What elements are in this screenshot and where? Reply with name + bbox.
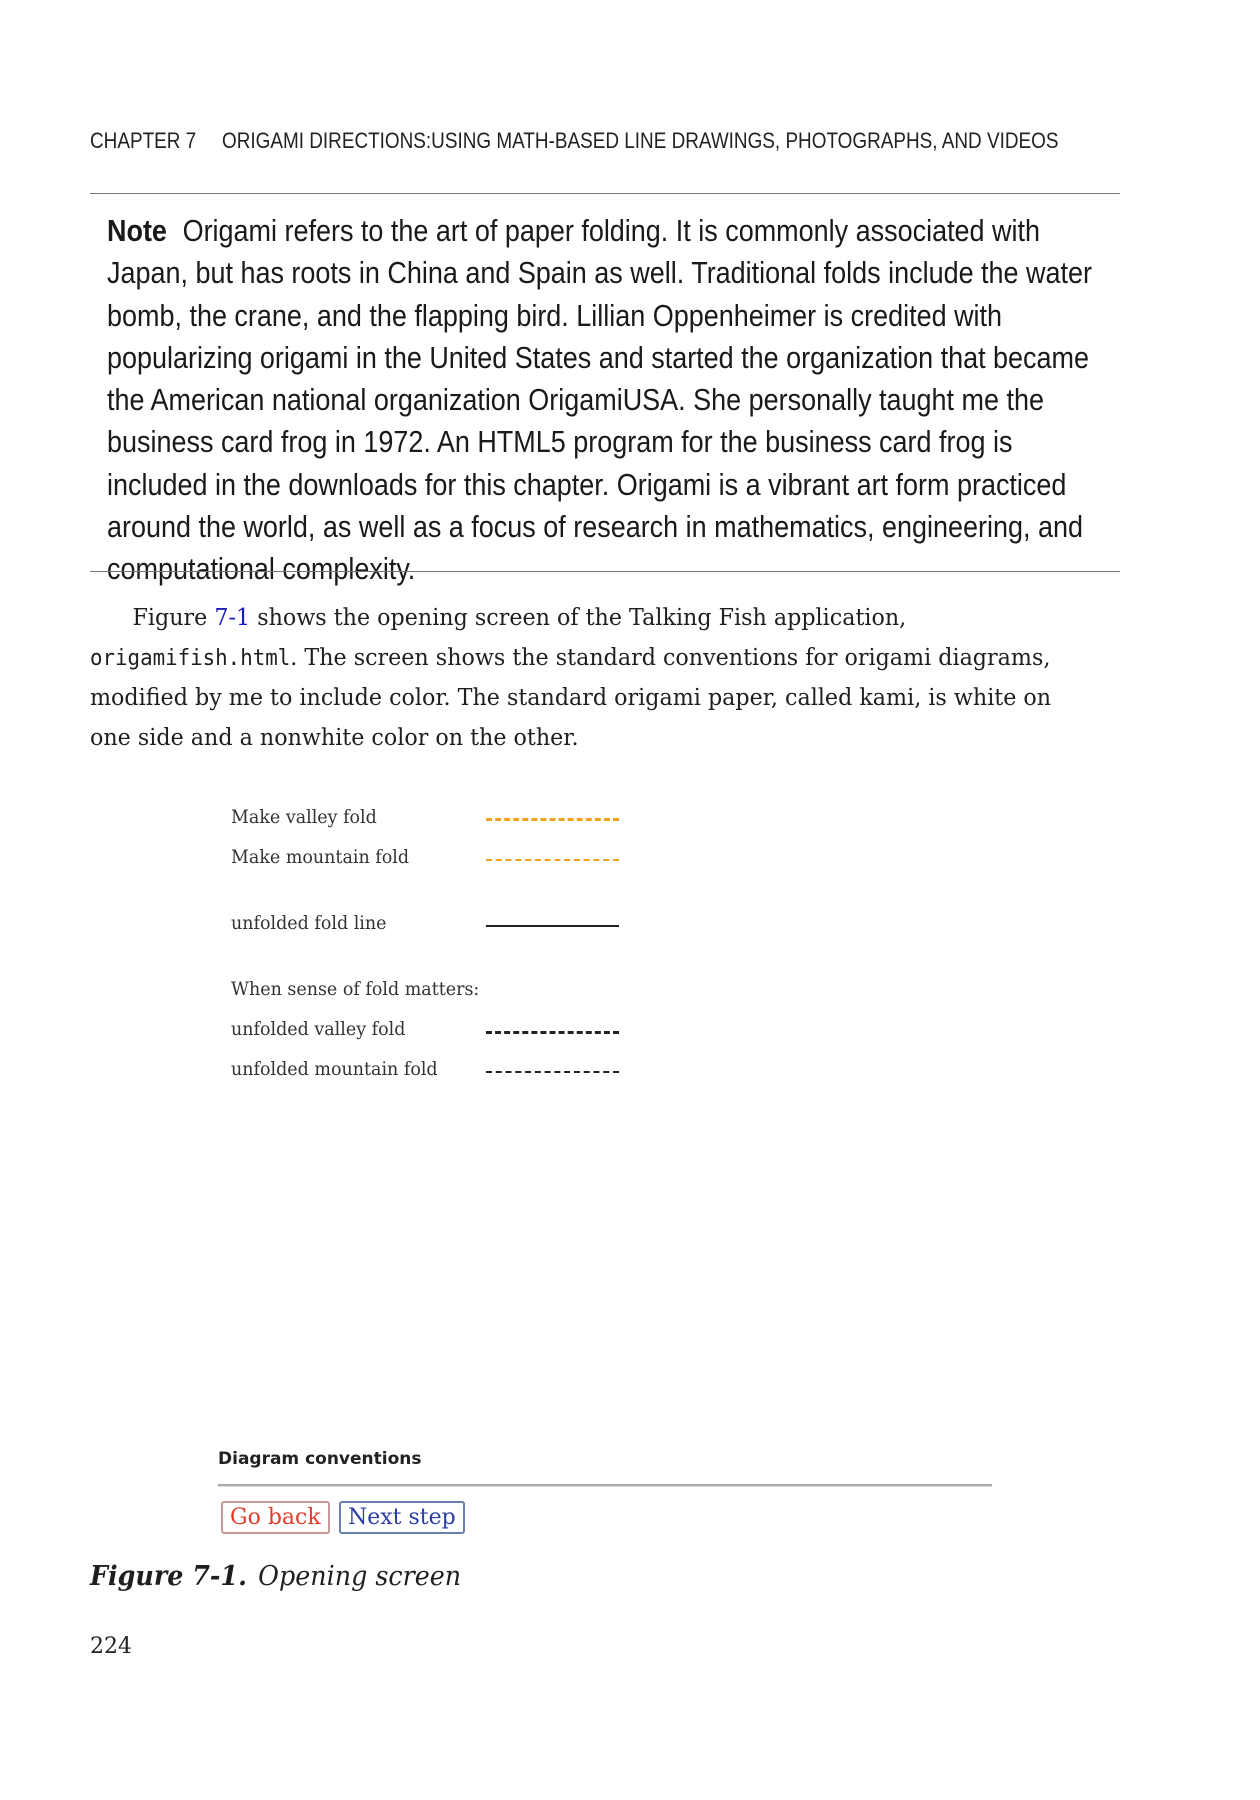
legend-line-valley-orange: [486, 818, 619, 821]
note-box: [107, 210, 1094, 591]
chapter-label: CHAPTER 7: [90, 128, 197, 153]
page-number: 224: [90, 1634, 132, 1659]
running-head: [90, 128, 1058, 154]
go-back-button[interactable]: Go back: [221, 1501, 330, 1534]
figure-link[interactable]: 7-1: [214, 603, 251, 631]
note-top-rule: [90, 193, 1120, 194]
legend-label-unfolded-mountain: unfolded mountain fold: [231, 1058, 438, 1080]
legend-label-unfolded-valley: unfolded valley fold: [231, 1018, 406, 1040]
note-text: Origami refers to the art of paper folding. It is commonly associated with Japan, but has roots in China and Spain as well. Traditional folds include the water bomb, the crane, and the flapping bird. Lillian Oppenheimer is credited with popularizing origami in the United States and started the organization that became the American national organization OrigamiUSA. She personally taught me the business card frog in 1972. An HTML5 program for the business card frog is included in the downloads for this chapter. Origami is a vibrant art form practiced around the world, as well as a focus of research in mathematics, engineering, and computational complexity.: [107, 213, 1093, 587]
note-label: Note: [107, 213, 167, 248]
diagram-caption: Diagram conventions: [218, 1449, 422, 1469]
legend-line-mountain-orange: [486, 859, 619, 861]
legend-line-valley-black: [486, 1031, 619, 1034]
next-step-button[interactable]: Next step: [339, 1501, 465, 1534]
figure-title: Opening screen: [258, 1561, 462, 1592]
legend-label-valley: Make valley fold: [231, 806, 377, 828]
body-text-end: . The screen shows the standard conventions for origami diagrams, modified by me to include color. The standard origami paper, called kami, is white on one side and a nonwhite color on the other.: [90, 642, 1052, 751]
legend-label-sense: When sense of fold matters:: [231, 978, 480, 1000]
figure-number: Figure 7-1.: [90, 1561, 247, 1592]
note-bottom-rule: [90, 571, 1120, 572]
body-paragraph: [90, 598, 1073, 757]
diagram-divider: [218, 1484, 992, 1487]
figure-caption: [90, 1561, 461, 1592]
body-text-middle: shows the opening screen of the Talking Fish application,: [250, 603, 907, 631]
chapter-title: ORIGAMI DIRECTIONS:USING MATH-BASED LINE DRAWINGS, PHOTOGRAPHS, AND VIDEOS: [221, 128, 1059, 153]
legend-label-unfolded: unfolded fold line: [231, 912, 387, 934]
legend-label-mountain: Make mountain fold: [231, 846, 410, 868]
legend-line-mountain-black: [486, 1071, 619, 1073]
body-text-start: Figure: [132, 603, 215, 631]
filename-code: origamifish.html: [90, 645, 291, 671]
legend-line-solid: [486, 925, 619, 927]
